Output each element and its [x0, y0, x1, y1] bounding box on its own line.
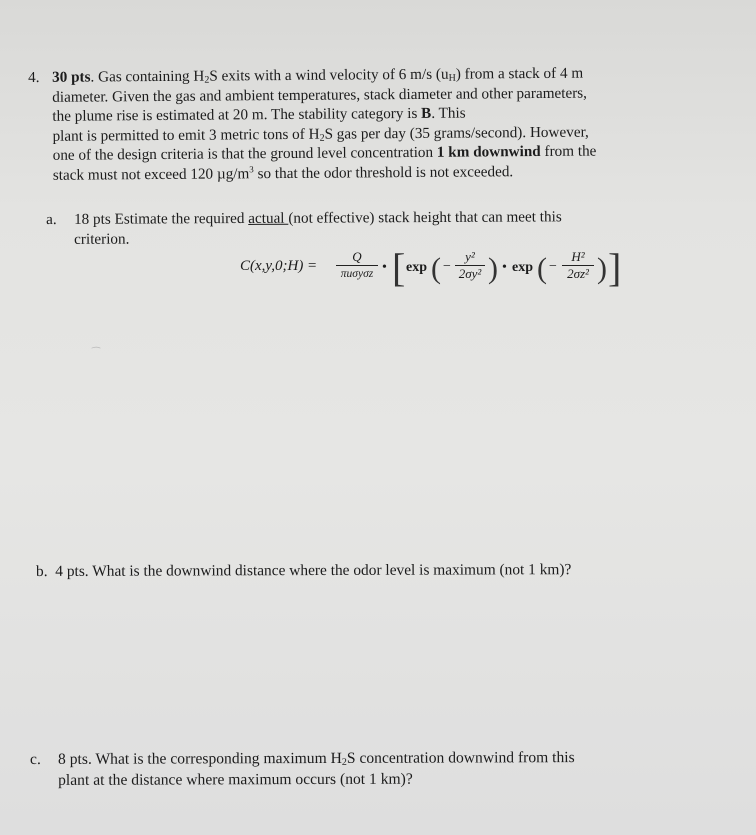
question-line-5: one of the design criteria is that the ground level concentration 1 km downwind from the	[52, 142, 597, 165]
question-line-2: diameter. Given the gas and ambient temperatures, stack diameter and other parameters,	[52, 84, 588, 106]
paren-left-1: (	[431, 252, 441, 285]
formula-exp-1: exp	[406, 260, 427, 275]
formula-h-fraction: H² 2σz²	[562, 250, 594, 281]
paren-right-2: )	[597, 252, 607, 285]
question-text	[52, 63, 715, 186]
formula-dot-2: •	[502, 260, 507, 275]
paren-right-1: )	[488, 252, 498, 285]
formula-dot-1: •	[382, 260, 387, 275]
part-a-text: 18 pts Estimate the required actual (not effective) stack height that can meet this criterion.	[74, 208, 562, 248]
gaussian-plume-formula: C(x,y,0;H) = Q πuσyσz • [ exp ( − y² 2σy² ) • exp ( − H² 2σz² ) ]	[240, 245, 622, 290]
formula-q-fraction: Q πuσyσz	[336, 250, 378, 281]
question-line-4: plant is permitted to emit 3 metric tons of $H_2S$ gas per day (35 grams/second). However,	[52, 123, 589, 145]
paren-left-2: (	[537, 252, 547, 285]
part-b	[36, 560, 716, 582]
part-a	[46, 207, 686, 248]
part-b-label: b.	[36, 562, 48, 580]
part-c-text: 8 pts. What is the corresponding maximum $H_2S$ concentration downwind from this plant at the distance where maximum occurs (not 1 km)?	[58, 749, 575, 789]
question-points: 30 pts	[52, 68, 91, 86]
question-number: 4.	[28, 68, 40, 86]
formula-y-fraction: y² 2σy²	[455, 250, 485, 281]
part-b-text: 4 pts. What is the downwind distance where the odor level is maximum (not 1 km)?	[55, 561, 572, 580]
part-a-label: a.	[46, 210, 57, 228]
formula-exp-2: exp	[512, 260, 533, 275]
question-line-3: the plume rise is estimated at 20 m. The stability category is B. This	[52, 104, 466, 125]
question-line-1: 30 pts. Gas containing $H_2S$ exits with a wind velocity of 6 m/s $(u_H)$ from a stack of 4 m	[52, 64, 584, 86]
part-c	[30, 748, 720, 789]
bracket-right: ]	[608, 245, 622, 290]
formula-lhs: C(x,y,0;H) =	[240, 258, 318, 274]
question-4	[28, 63, 718, 184]
question-line-6: stack must not exceed 120 $\mu g/m^3$ so that the odor threshold is not exceeded.	[52, 163, 514, 184]
part-c-label: c.	[30, 750, 41, 768]
pencil-mark: ⁀	[90, 348, 99, 359]
bracket-left: [	[392, 245, 406, 290]
